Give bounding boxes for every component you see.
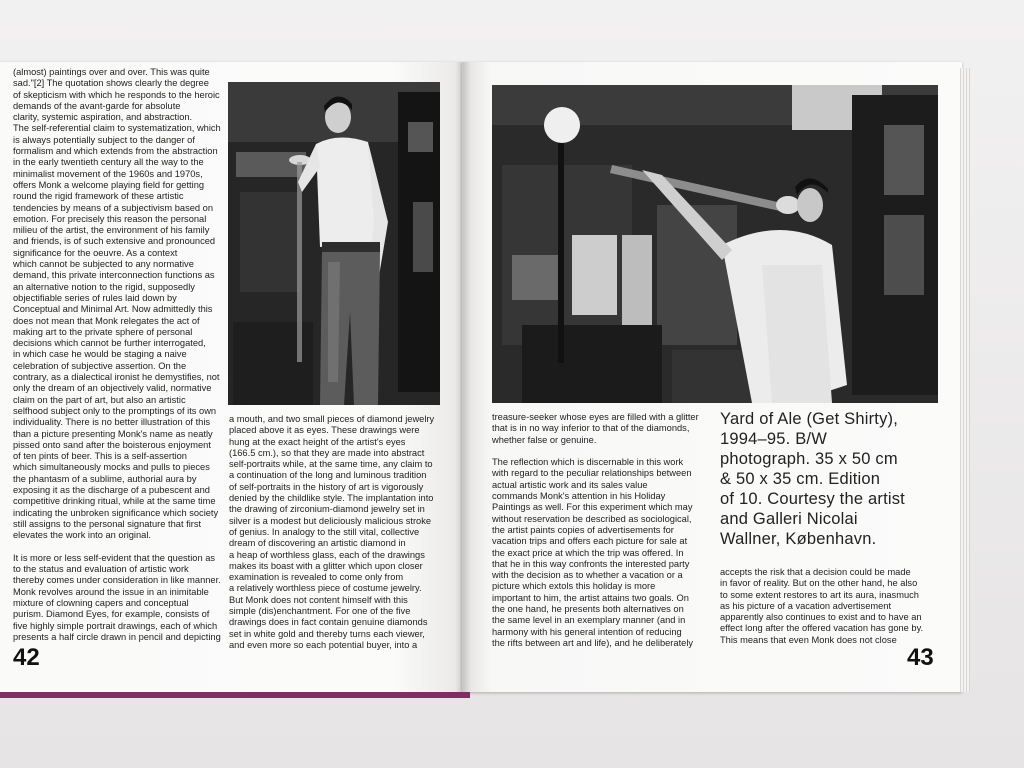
photo-man-with-yard-glass xyxy=(228,82,440,405)
book-spine xyxy=(455,62,471,698)
right-page-column-1: treasure-seeker whose eyes are filled with a glitter that is in no way inferior to that of the diamonds, whether false or genuine. The reflection which is discernable in this work with regard to the peculiar relationships between actual artistic work and its sales value commands Monk's attention in his Holiday Paintings as well. For this experiment which may without reservation be described as sociological, the artist paints copies of advertisements for vacation trips and offers each picture for sale at the exact price at which the trip was offered. In that he in this way confronts the interested party with the decision as to whether a vacation or a picture which extols this holiday is more important to him, the artist attains two goals. On the one hand, he presents both alternatives on the same level in an exemplary manner (and in harmony with his general intention of reducing the rifts between art and life), and he deliberately xyxy=(492,412,699,648)
left-page-column-2: a mouth, and two small pieces of diamond jewelry placed above it as eyes. These drawings were hung at the exact height of the artist's eyes (166.5 cm.), so that they are made into abstract self-portraits while, at the same time, any claim to a continuation of the long and luminous tradition of self-portraits in the history of art is vigorously denied by the childlike style. The implantation into the drawing of zirconium-diamond jewelry set in silver is a modest but deliciously malicious stroke of genius. In analogy to the still vital, collective dream of discovering an artistic diamond in a heap of worthless glass, each of the drawings makes its boast with a glitter which upon closer examination is revealed to come only from a relatively worthless piece of costume jewelry. But Monk does not content himself with this simple (dis)enchantment. For one of the five drawings does in fact contain genuine diamonds set in white gold and thereby turns each viewer, and even more so each potential buyer, into a xyxy=(229,414,435,650)
page-edges xyxy=(960,68,970,692)
cover-edge xyxy=(0,692,470,698)
photo-image xyxy=(228,82,440,405)
right-page-column-2: accepts the risk that a decision could be made in favor of reality. But on the other hand, he also to some extent restores to art its aura, inasmuch as his picture of a vacation advertisement apparently also continues to exist and to have an effect long after the offered vacation has gone by. This means that even Monk does not close xyxy=(720,567,924,645)
page-number-left: 42 xyxy=(13,644,40,671)
left-page xyxy=(0,62,462,692)
page-number-right: 43 xyxy=(907,644,934,671)
photo-caption: Yard of Ale (Get Shirty), 1994–95. B/W photograph. 35 x 50 cm & 50 x 35 cm. Edition of 10. Courtesy the artist and Galleri Nicolai Wallner, København. xyxy=(720,410,905,548)
right-page xyxy=(462,62,962,692)
photo-man-lifting-yard-glass xyxy=(492,85,938,403)
open-book xyxy=(0,62,975,702)
left-page-column-1: (almost) paintings over and over. This was quite sad."[2] The quotation shows clearly the degree of skepticism with which he responds to the heroic demands of the avant-garde for absolute clarity, systemic aspiration, and abstraction. The self-referential claim to systematization, which is always potentially subject to the danger of formalism and which extends from the abstraction in the early twentieth century all the way to the minimalist movement of the 1960s and 1970s, offers Monk a welcome playing field for getting round the rigid framework of these artistic tendencies by means of a subjectivism based on emotion. For precisely this reason the personal milieu of the artist, the environment of his family and friends, is of such extensive and pronounced significance for the oeuvre. As a context which cannot be subjected to any normative demand, this private interconnection functions as an alternative notion to the rigid, supposedly objectifiable series of rules laid down by Conceptual and Minimal Art. Now admittedly this does not mean that Monk relegates the act of making art to the private sphere of personal decisions which cannot be further interrogated, in which case he would be staging a naive celebration of subjective assertion. On the contrary, as a dialectical ironist he demystifies, not only the dream of an objectively valid, normative claim on the part of art, but also an artistic selfhood subject only to the promptings of its own individuality. There is no better illustration of this than a picture presenting Monk's name as neatly pissed onto sand after the boisterous enjoyment of ten pints of beer. This is a self-assertion which simultaneously mocks and pulls to pieces the phantasm of a sublime, authorial aura by exposing it as the discharge of a pubescent and competitive drinking ritual, while at the same time indicating the unbroken significance which society still assigns to the personal signature that first elevates the work into an original. It is more or less self-evident that the question as to the status and evaluation of artistic work thereby comes under consideration in like manner. Monk revolves around the issue in an inimitable mixture of clowning capers and conceptual purism. Diamond Eyes, for example, consists of five highly simple portrait drawings, each of which presents a half circle drawn in pencil and depicting xyxy=(13,67,221,642)
photo-image xyxy=(492,85,938,403)
